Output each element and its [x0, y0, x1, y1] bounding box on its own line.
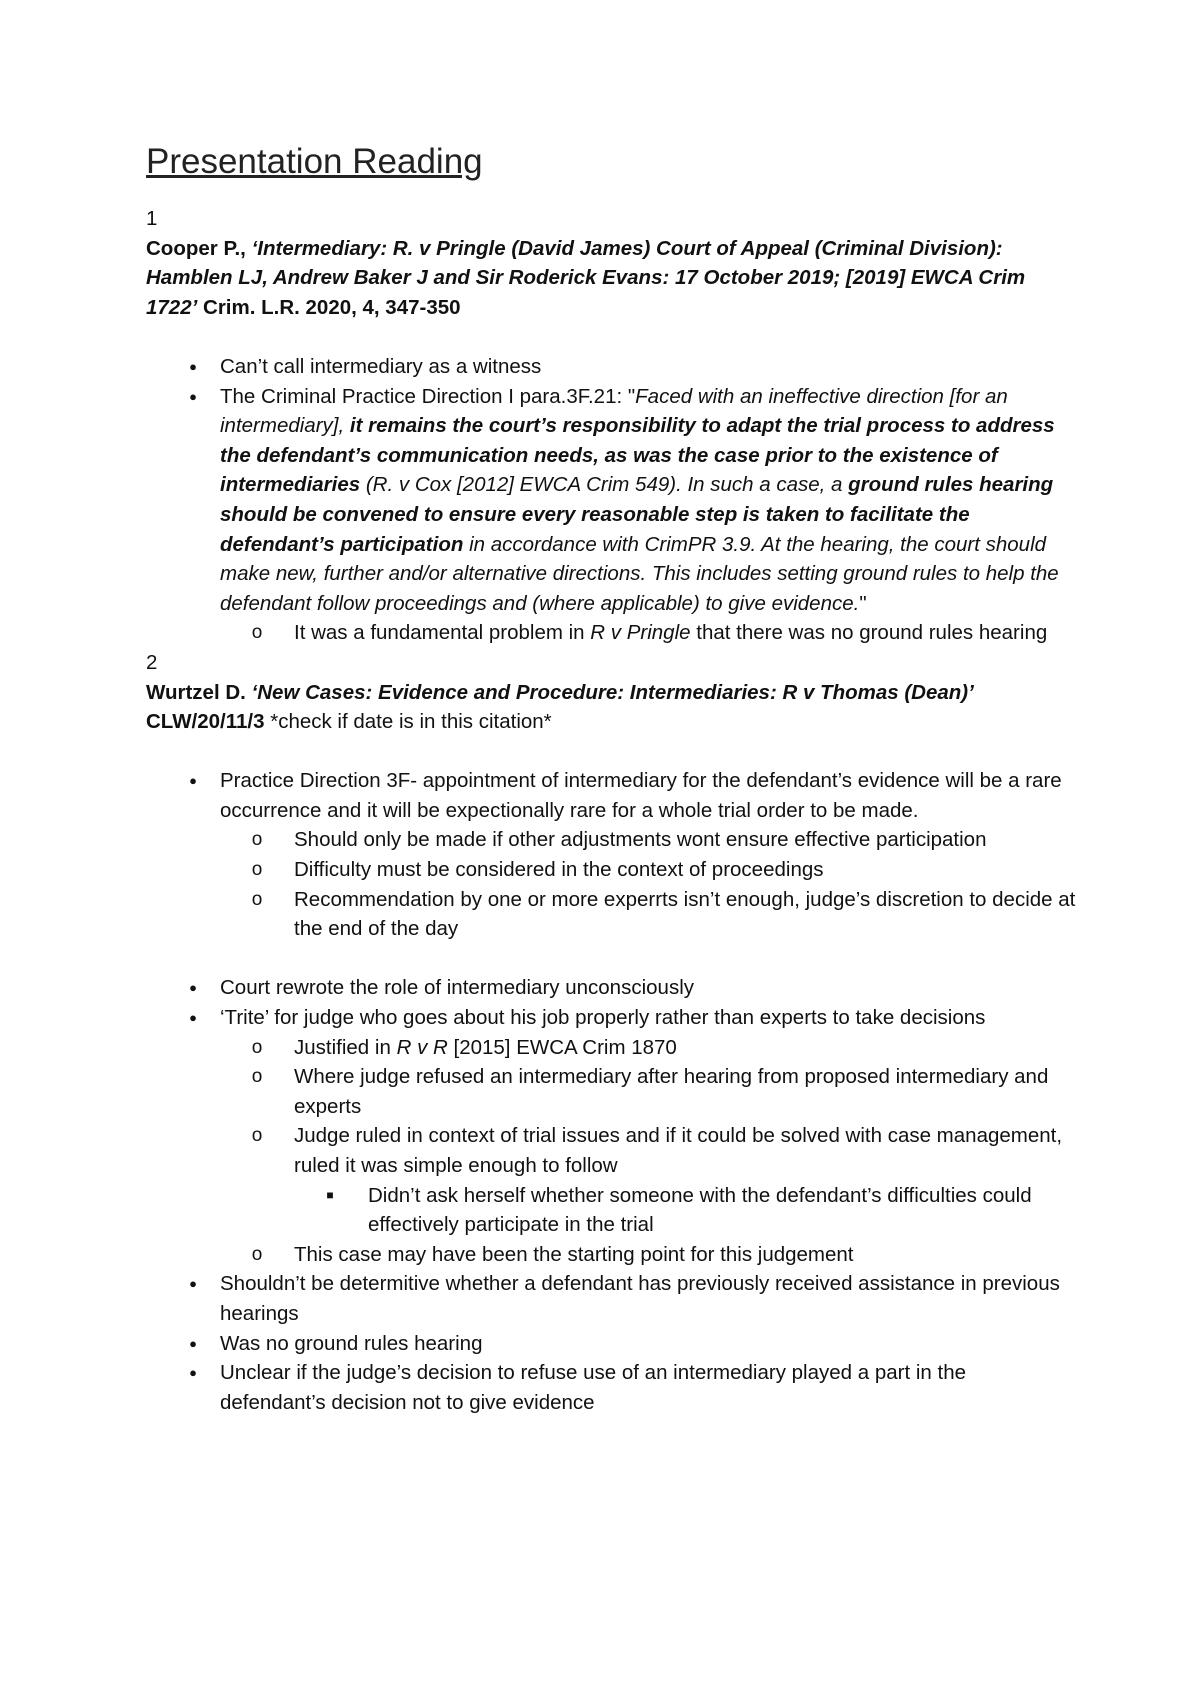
- bullet-list-2: [146, 766, 1076, 944]
- citation-1-author: Cooper P.,: [146, 236, 252, 260]
- section-number-1: 1: [146, 207, 158, 230]
- list-item-text: Unclear if the judge’s decision to refuse use of an intermediary played a part in the defendant’s decision not to give evidence: [220, 1361, 967, 1414]
- case-name: R v R: [396, 1035, 448, 1059]
- spacer: [146, 737, 1076, 767]
- list-item-text: [2015] EWCA Crim 1870: [447, 1035, 677, 1059]
- square-marker: ■: [326, 1187, 334, 1202]
- list-item: [146, 973, 1076, 1003]
- bullet-marker: ●: [189, 1010, 197, 1026]
- list-item: [146, 1003, 1076, 1269]
- list-item-text: ‘Trite’ for judge who goes about his job properly rather than experts to take decisions: [220, 1006, 986, 1030]
- list-item: [146, 1329, 1076, 1359]
- list-item-text: Should only be made if other adjustments wont ensure effective participation: [294, 828, 987, 852]
- sub-sub-list: [294, 1181, 1076, 1240]
- list-item: [294, 1181, 1076, 1240]
- quote-bold-part: it remains the court’s responsibility to adapt the trial process to address the defendant’s communication needs, as was the case prior to the existence of intermediaries: [220, 414, 1055, 497]
- quote-close: ": [859, 591, 867, 615]
- sub-list: [220, 825, 1076, 943]
- citation-2-title: ‘New Cases: Evidence and Procedure: Intermediaries: R v Thomas (Dean)’: [251, 680, 974, 704]
- citation-2-author: Wurtzel D.: [146, 680, 252, 704]
- circle-marker: o: [251, 1243, 263, 1265]
- list-item: [220, 1240, 1076, 1270]
- list-item-text: Didn’t ask herself whether someone with the defendant’s difficulties could effectively participate in the trial: [368, 1183, 1032, 1237]
- spacer: [146, 322, 1076, 352]
- bullet-marker: ●: [189, 1335, 197, 1351]
- circle-marker: o: [251, 888, 263, 910]
- list-item-text: This case may have been the starting point for this judgement: [294, 1242, 854, 1266]
- sub-list: [220, 618, 1076, 648]
- list-item: [220, 855, 1076, 885]
- circle-marker: o: [251, 1036, 263, 1058]
- citation-1: [146, 234, 1076, 323]
- quote-intro: The Criminal Practice Direction I para.3F.21: ": [220, 384, 636, 408]
- list-item-text: Was no ground rules hearing: [220, 1331, 483, 1355]
- bullet-marker: ●: [189, 1276, 197, 1292]
- citation-2-note: *check if date is in this citation*: [264, 710, 552, 734]
- list-item: [220, 825, 1076, 855]
- list-item-text: Shouldn’t be determitive whether a defendant has previously received assistance in previous hearings: [220, 1272, 1060, 1325]
- circle-marker: o: [251, 859, 263, 881]
- sub-list: [220, 1033, 1076, 1270]
- list-item-text: that there was no ground rules hearing: [690, 621, 1048, 645]
- list-item-text: Court rewrote the role of intermediary unconsciously: [220, 976, 694, 1000]
- bullet-marker: ●: [189, 358, 197, 374]
- list-item: [220, 1121, 1076, 1239]
- circle-marker: o: [251, 622, 263, 644]
- list-item: [146, 766, 1076, 944]
- bullet-marker: ●: [189, 980, 197, 996]
- list-item-text: Recommendation by one or more experrts isn’t enough, judge’s discretion to decide at the end of the day: [294, 887, 1076, 941]
- citation-1-ref: Crim. L.R. 2020, 4, 347-350: [197, 295, 461, 319]
- bullet-list-3: [146, 973, 1076, 1417]
- list-item-text: Can’t call intermediary as a witness: [220, 354, 542, 378]
- list-item: [146, 1269, 1076, 1328]
- quote-part: Faced with an ineffective direction [for an intermediary],: [220, 384, 1008, 438]
- quote-part: (R. v Cox [2012] EWCA Crim 549). In such a case, a: [360, 473, 849, 497]
- list-item: [146, 382, 1076, 648]
- list-item: [146, 1358, 1076, 1417]
- circle-marker: o: [251, 1066, 263, 1088]
- list-item: [220, 618, 1076, 648]
- bullet-list-1: [146, 352, 1076, 648]
- list-item-text: Where judge refused an intermediary after hearing from proposed intermediary and experts: [294, 1065, 1049, 1118]
- bullet-marker: ●: [189, 388, 197, 404]
- list-item: [220, 1062, 1076, 1121]
- circle-marker: o: [251, 829, 263, 851]
- bullet-marker: ●: [189, 773, 197, 789]
- list-item: [220, 885, 1076, 944]
- section-number-2: 2: [146, 650, 158, 674]
- quote-part: in accordance with CrimPR 3.9. At the hearing, the court should make new, further and/or alternative directions. This includes setting ground rules to help the defendant follow proceedings and (where applicable) to give evidence.: [220, 532, 1059, 615]
- circle-marker: o: [251, 1125, 263, 1147]
- list-item-text: Practice Direction 3F- appointment of intermediary for the defendant’s evidence will be a rare occurrence and it will be expectionally rare for a whole trial order to be made.: [220, 769, 1062, 822]
- citation-1-title: ‘Intermediary: R. v Pringle (David James) Court of Appeal (Criminal Division): Hamblen LJ, Andrew Baker J and Sir Roderick Evans: 17 October 2019; [2019] EWCA Crim 1722’: [146, 236, 1026, 319]
- page-title: Presentation Reading: [146, 142, 483, 181]
- case-name: R v Pringle: [590, 621, 691, 645]
- citation-2: [146, 678, 1076, 737]
- list-item-text: Difficulty must be considered in the context of proceedings: [294, 858, 824, 882]
- list-item-text: It was a fundamental problem in: [294, 621, 591, 645]
- bullet-marker: ●: [189, 1365, 197, 1381]
- list-item: [146, 352, 1076, 382]
- document-page: [146, 140, 1076, 1417]
- spacer: [146, 944, 1076, 974]
- list-item-text: Judge ruled in context of trial issues and if it could be solved with case management, ruled it was simple enough to follow: [294, 1124, 1063, 1177]
- list-item: [220, 1033, 1076, 1063]
- list-item-text: Justified in: [294, 1035, 397, 1059]
- citation-2-ref: CLW/20/11/3: [146, 710, 265, 734]
- quote-bold-part: ground rules hearing should be convened to ensure every reasonable step is taken to facilitate the defendant’s participation: [220, 473, 1054, 556]
